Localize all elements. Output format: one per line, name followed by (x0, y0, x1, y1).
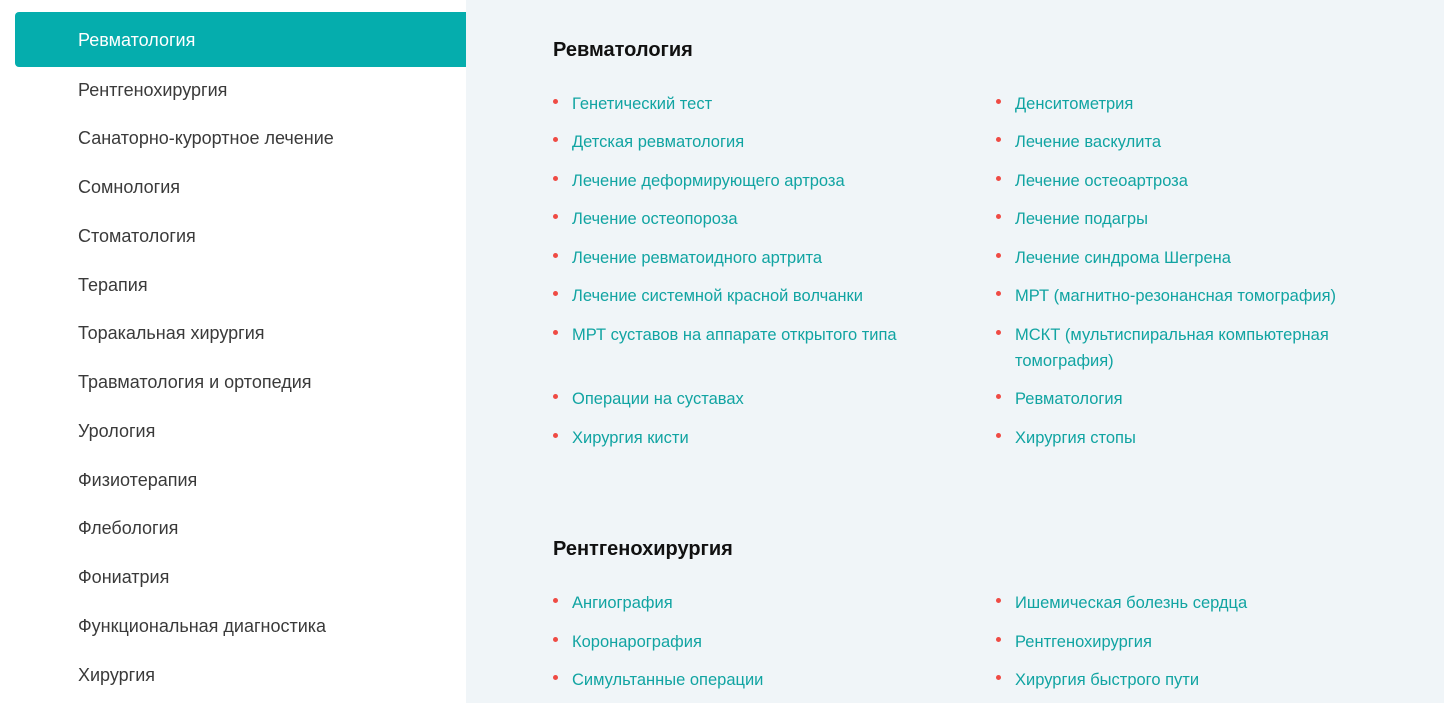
service-link[interactable]: Ревматология (996, 386, 1375, 412)
service-link[interactable]: Лечение остеопороза (553, 206, 932, 232)
service-link[interactable]: Рентгенохирургия (996, 629, 1375, 655)
service-link[interactable]: Хирургия кисти (553, 425, 932, 451)
service-link[interactable]: Операции на суставах (553, 386, 932, 412)
sidebar-item[interactable]: Сомнология (78, 177, 181, 197)
sidebar-item[interactable]: Фониатрия (78, 567, 170, 587)
sidebar-item[interactable]: Стоматология (78, 226, 196, 246)
service-link[interactable]: Коронарография (553, 629, 932, 655)
section-title: Ревматология (553, 39, 693, 61)
service-link[interactable]: Ишемическая болезнь сердца (996, 590, 1375, 616)
service-link[interactable]: Лечение деформирующего артроза (553, 168, 932, 194)
service-link[interactable]: Хирургия быстрого пути (996, 667, 1375, 693)
sidebar-item-label: Ревматология (78, 30, 196, 50)
sidebar-item[interactable]: Терапия (78, 275, 148, 295)
sidebar-item[interactable]: Урология (78, 421, 156, 441)
sidebar-item[interactable]: Флебология (78, 518, 179, 538)
service-link[interactable]: Лечение остеоартроза (996, 168, 1375, 194)
section-title: Рентгенохирургия (553, 538, 733, 560)
sidebar-item[interactable]: Травматология и ортопедия (78, 372, 312, 392)
service-link[interactable]: МСКТ (мультиспиральная компьютерная томография) (996, 322, 1360, 374)
sidebar-item[interactable]: Санаторно-курортное лечение (78, 128, 334, 148)
sidebar-item-active[interactable] (15, 12, 466, 67)
services-panel (466, 0, 1444, 703)
sidebar-item[interactable]: Рентгенохирургия (78, 80, 228, 100)
service-link[interactable]: Лечение подагры (996, 206, 1375, 232)
service-link[interactable]: Лечение синдрома Шегрена (996, 245, 1375, 271)
service-link[interactable]: Лечение системной красной волчанки (553, 283, 932, 309)
service-link[interactable]: Ангиография (553, 590, 932, 616)
service-link[interactable]: Денситометрия (996, 91, 1375, 117)
sidebar-item[interactable]: Хирургия (78, 665, 156, 685)
sidebar-nav (0, 0, 466, 703)
service-link[interactable]: Хирургия стопы (996, 425, 1375, 451)
service-link[interactable]: Симультанные операции (553, 667, 932, 693)
service-link[interactable]: МРТ (магнитно-резонансная томография) (996, 283, 1375, 309)
sidebar-item[interactable]: Функциональная диагностика (78, 616, 327, 636)
service-link[interactable]: Лечение васкулита (996, 129, 1375, 155)
sidebar-item[interactable]: Торакальная хирургия (78, 323, 265, 343)
service-link[interactable]: Детская ревматология (553, 129, 932, 155)
sidebar-item[interactable]: Физиотерапия (78, 470, 198, 490)
service-link[interactable]: Лечение ревматоидного артрита (553, 245, 932, 271)
service-link[interactable]: Генетический тест (553, 91, 932, 117)
service-link[interactable]: МРТ суставов на аппарате открытого типа (553, 322, 932, 348)
